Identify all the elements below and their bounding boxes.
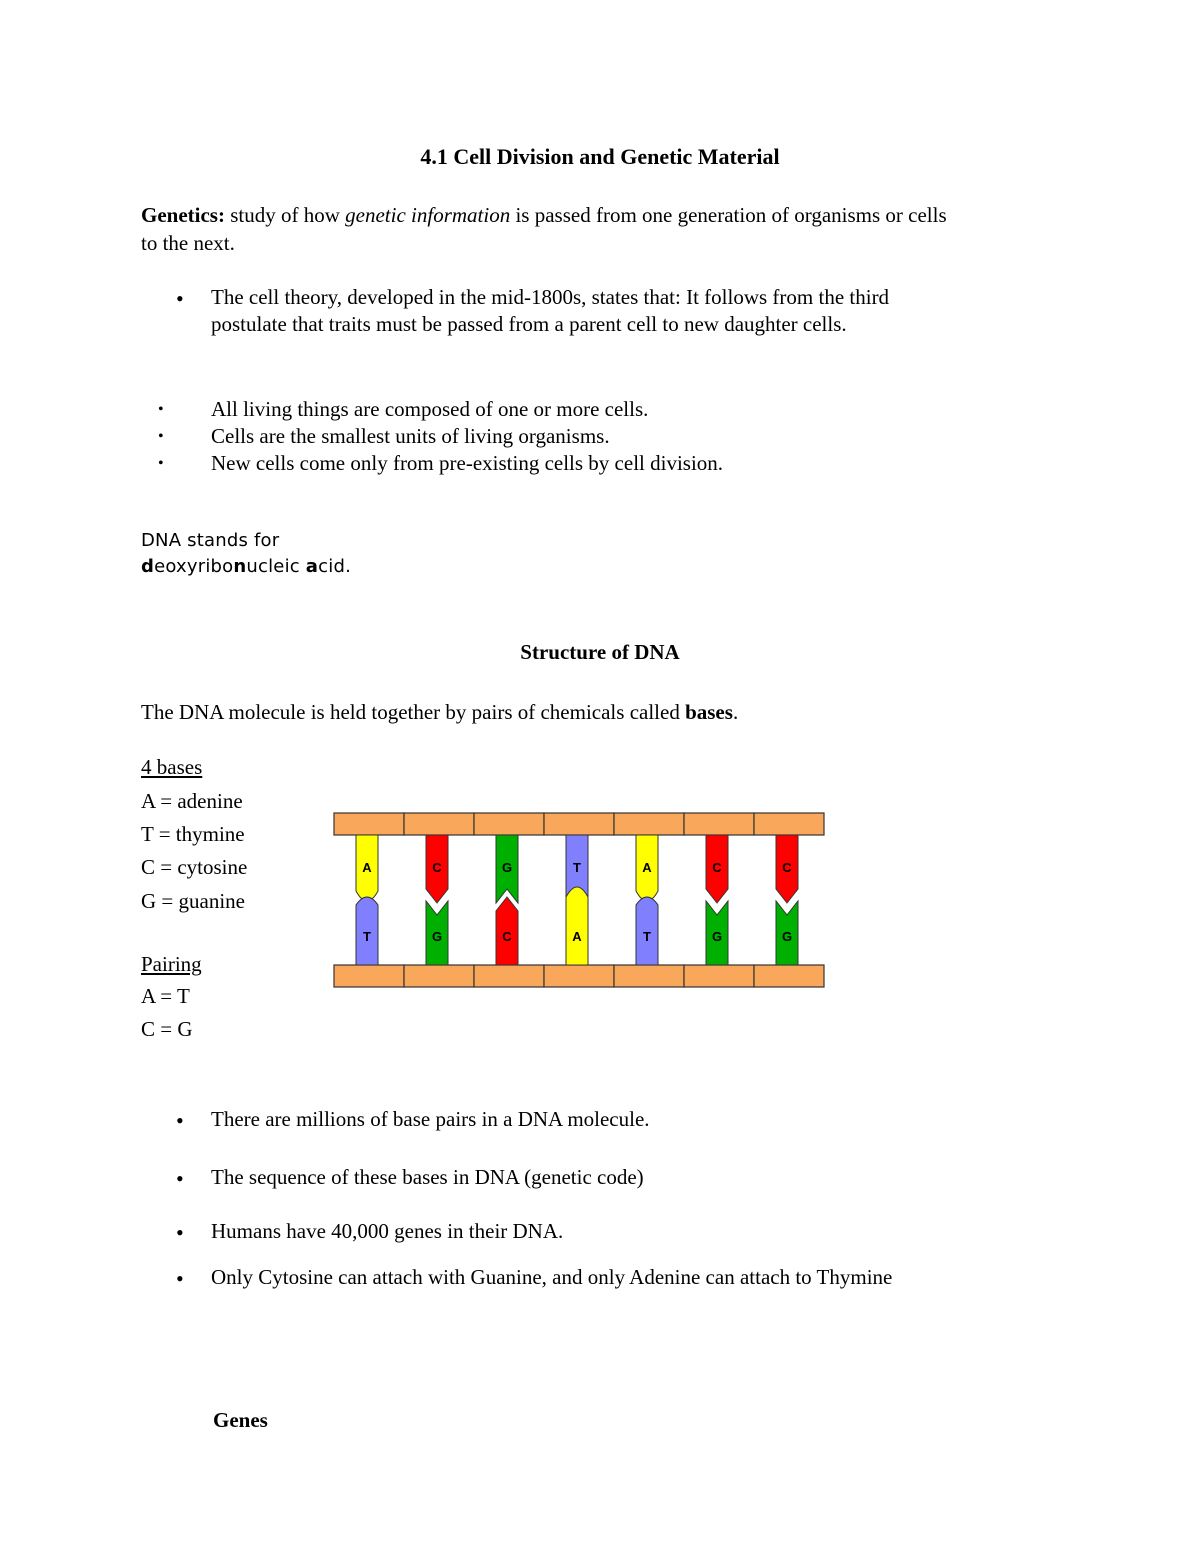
top-backbone-segment xyxy=(474,813,544,835)
bottom-base-a xyxy=(566,887,588,965)
genes-heading: Genes xyxy=(213,1408,268,1432)
bottom-backbone-segment xyxy=(684,965,754,987)
bullet-icon: • xyxy=(176,1266,184,1291)
top-backbone-segment xyxy=(334,813,404,835)
genetics-definition xyxy=(141,202,1081,229)
list-item: New cells come only from pre-existing cells by cell division. xyxy=(211,451,724,475)
bullet-icon: • xyxy=(176,1220,184,1245)
genetics-term: Genetics: xyxy=(141,203,225,227)
dna-letter-d: d xyxy=(141,556,155,577)
genetics-italic: genetic information xyxy=(345,203,511,227)
bottom-base-label: T xyxy=(643,929,651,944)
genetics-text-2: is passed from one generation of organisms or cells xyxy=(510,203,947,227)
top-backbone-segment xyxy=(754,813,824,835)
molecule-end: . xyxy=(732,700,739,724)
list-item: All living things are composed of one or more cells. xyxy=(211,397,649,421)
top-backbone-segment xyxy=(684,813,754,835)
list-item: T = thymine xyxy=(141,822,245,846)
bullet-icon: • xyxy=(158,428,164,445)
pairing-heading: Pairing xyxy=(141,952,202,976)
list-item: C = cytosine xyxy=(141,855,248,879)
bottom-backbone-segment xyxy=(754,965,824,987)
dna-stands-line-2 xyxy=(141,554,351,580)
bottom-backbone-segment xyxy=(544,965,614,987)
bottom-base-label: G xyxy=(711,929,723,944)
top-base-label: A xyxy=(642,860,652,875)
list-item: C = G xyxy=(141,1017,193,1041)
bullet-icon: • xyxy=(176,286,184,311)
structure-heading: Structure of DNA xyxy=(520,640,680,664)
bullet-icon: • xyxy=(158,401,164,418)
top-base-label: C xyxy=(432,860,442,875)
dna-part-2: ucleic xyxy=(246,556,306,577)
dna-stands-line-1: DNA stands for xyxy=(141,530,280,551)
list-item: A = T xyxy=(141,984,190,1008)
list-item: A = adenine xyxy=(141,789,243,813)
top-backbone-segment xyxy=(544,813,614,835)
bullet-icon: • xyxy=(176,1166,184,1191)
bottom-backbone-segment xyxy=(614,965,684,987)
top-base-label: T xyxy=(573,860,581,875)
bottom-base-label: A xyxy=(572,929,582,944)
bullet-icon: • xyxy=(176,1108,184,1133)
molecule-bold: bases xyxy=(685,700,733,724)
bottom-backbone-segment xyxy=(474,965,544,987)
molecule-sentence xyxy=(141,699,738,726)
top-base-label: A xyxy=(362,860,372,875)
genetics-text-1: study of how xyxy=(224,203,346,227)
dna-diagram xyxy=(330,808,830,993)
genetics-definition-line-2: to the next. xyxy=(141,231,235,255)
bottom-base-label: C xyxy=(502,929,512,944)
bottom-base-label: T xyxy=(363,929,371,944)
cell-theory-line-1: The cell theory, developed in the mid-1800s, states that: It follows from the third xyxy=(211,285,890,309)
top-base-label: C xyxy=(712,860,722,875)
molecule-text: The DNA molecule is held together by pairs of chemicals called xyxy=(141,700,686,724)
list-item: Humans have 40,000 genes in their DNA. xyxy=(211,1219,564,1243)
bullet-icon: • xyxy=(158,455,164,472)
top-base-label: C xyxy=(782,860,792,875)
top-backbone-segment xyxy=(614,813,684,835)
dna-part-3: cid. xyxy=(318,556,352,577)
bottom-backbone-segment xyxy=(334,965,404,987)
bases-heading: 4 bases xyxy=(141,755,203,779)
list-item: There are millions of base pairs in a DNA molecule. xyxy=(211,1107,650,1131)
top-backbone-segment xyxy=(404,813,474,835)
dna-letter-a: a xyxy=(305,556,319,577)
list-item: G = guanine xyxy=(141,889,245,913)
top-base-label: G xyxy=(501,860,513,875)
page-title: 4.1 Cell Division and Genetic Material xyxy=(420,144,780,169)
dna-letter-n: n xyxy=(233,556,247,577)
list-item: Cells are the smallest units of living organisms. xyxy=(211,424,610,448)
dna-part-1: eoxyribo xyxy=(154,556,234,577)
bottom-base-label: G xyxy=(781,929,793,944)
cell-theory-line-2: postulate that traits must be passed from a parent cell to new daughter cells. xyxy=(211,312,847,336)
list-item: The sequence of these bases in DNA (genetic code) xyxy=(211,1165,644,1189)
bottom-backbone-segment xyxy=(404,965,474,987)
list-item: Only Cytosine can attach with Guanine, and only Adenine can attach to Thymine xyxy=(211,1265,893,1289)
bottom-base-label: G xyxy=(431,929,443,944)
